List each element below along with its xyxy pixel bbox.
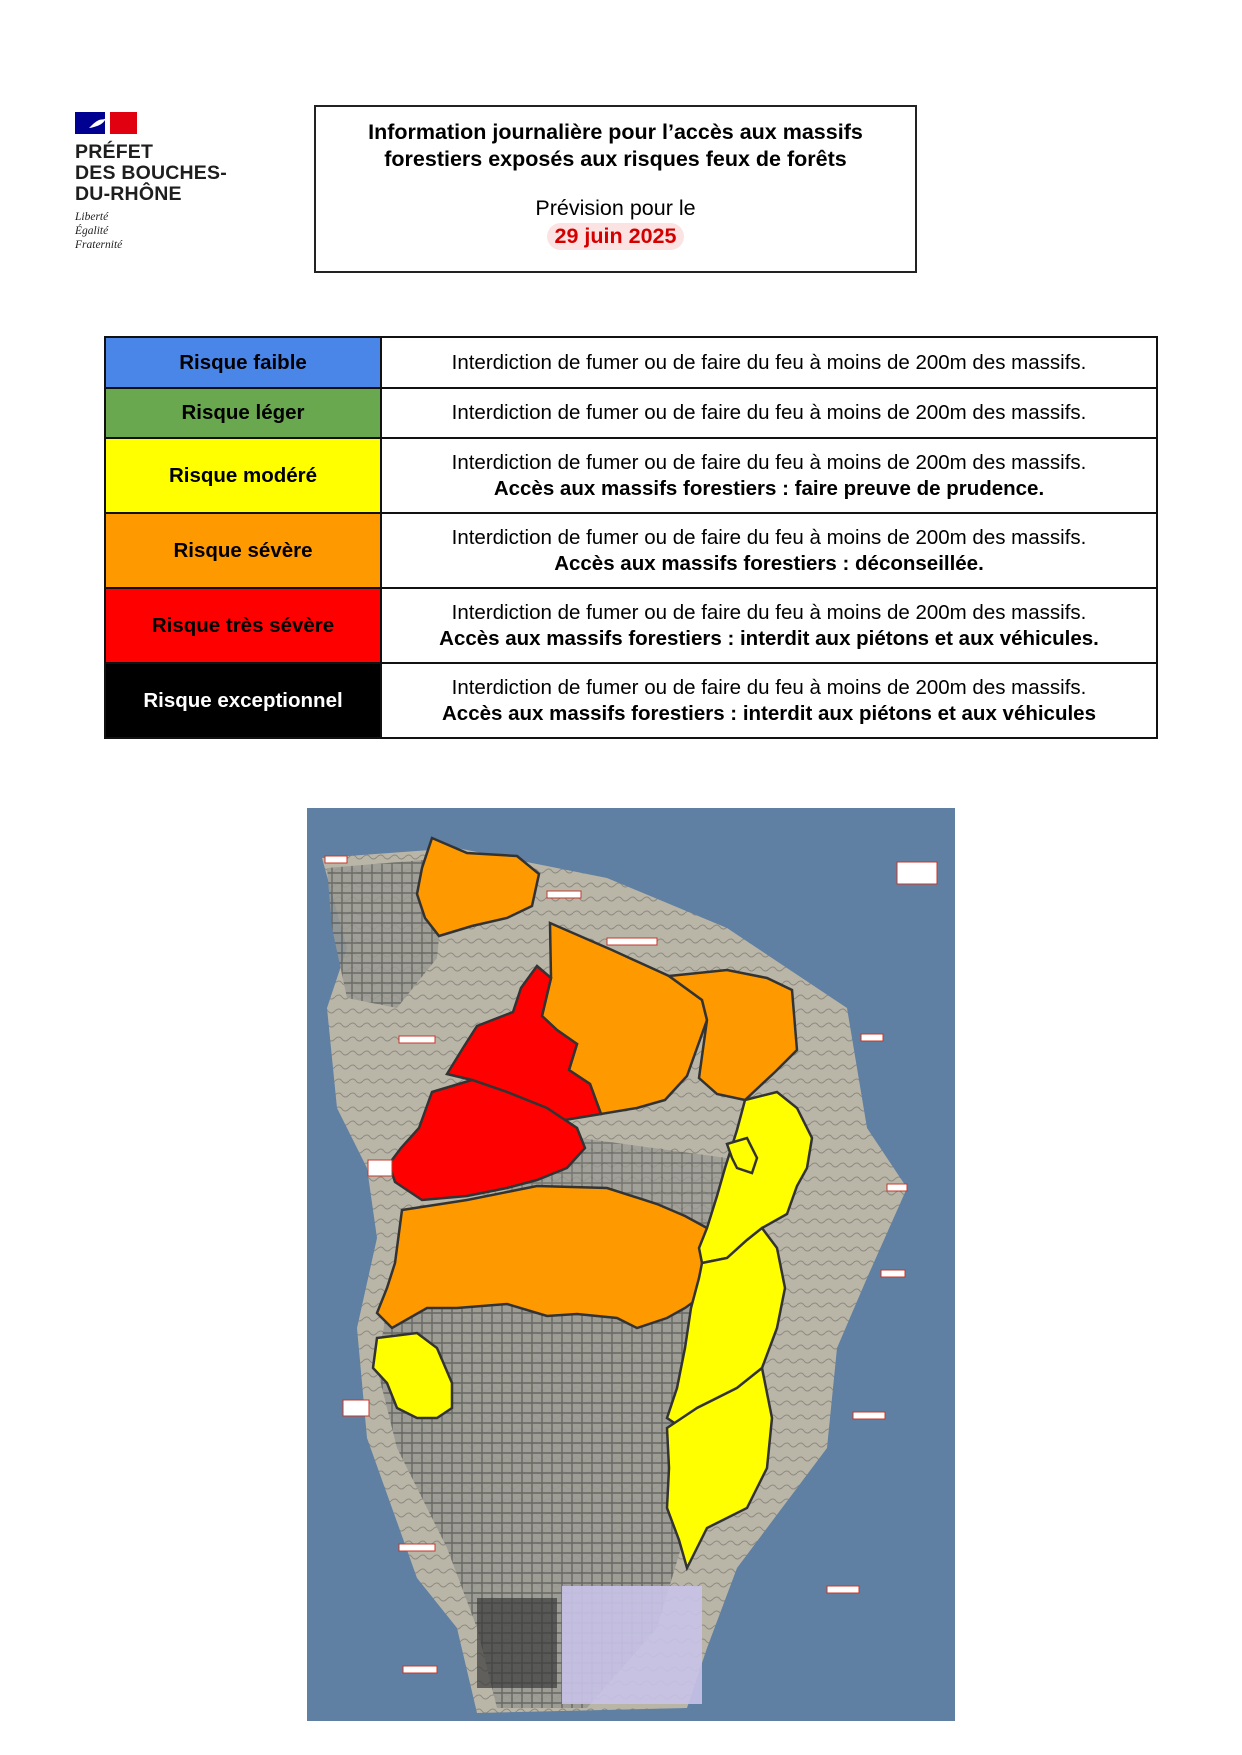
map-place-tag [853, 1412, 885, 1419]
map-place-tag [827, 1586, 859, 1593]
map-place-tag [881, 1270, 905, 1277]
map-place-tag [547, 891, 581, 898]
table-row [105, 438, 1157, 513]
risk-access: Accès aux massifs forestiers : interdit aux piétons et aux véhicules [442, 701, 1096, 725]
forecast-label: Prévision pour le [535, 196, 696, 220]
risk-level-tres-severe: Risque très sévère [105, 588, 381, 663]
risk-level-exceptionnel: Risque exceptionnel [105, 663, 381, 738]
map-place-tag [399, 1544, 435, 1551]
title-line-1: Information journalière pour l’accès aux massifs [368, 120, 863, 144]
map-place-tag [403, 1666, 437, 1673]
map-airport [477, 1598, 557, 1688]
page-title [316, 119, 915, 173]
risk-description [381, 663, 1157, 738]
map-place-tag [343, 1400, 369, 1416]
logo-line-2: DES BOUCHES- [75, 162, 227, 184]
prefecture-logo [75, 112, 275, 252]
map-place-tag [399, 1036, 435, 1043]
motto-egalite: Égalité [75, 225, 109, 237]
risk-level-leger: Risque léger [105, 388, 381, 438]
logo-line-3: DU-RHÔNE [75, 183, 182, 205]
map-place-tag [368, 1160, 392, 1176]
table-row [105, 663, 1157, 738]
risk-level-faible: Risque faible [105, 337, 381, 388]
map-info-box [897, 862, 937, 884]
risk-map [307, 808, 955, 1721]
risk-level-severe: Risque sévère [105, 513, 381, 588]
risk-legend-table [104, 336, 1158, 739]
title-line-2: forestiers exposés aux risques feux de forêts [384, 147, 847, 171]
risk-access: Accès aux massifs forestiers : interdit aux piétons et aux véhicules. [439, 626, 1099, 650]
risk-access: Accès aux massifs forestiers : déconseillée. [554, 551, 984, 575]
risk-description [381, 513, 1157, 588]
risk-text: Interdiction de fumer ou de faire du feu à moins de 200m des massifs. [451, 525, 1087, 549]
risk-description [381, 337, 1157, 388]
zone-center [377, 1186, 707, 1328]
map-port [562, 1586, 702, 1704]
table-row [105, 337, 1157, 388]
map-place-tag [861, 1034, 883, 1041]
logo-line-1: PRÉFET [75, 141, 154, 163]
map-place-tag [887, 1184, 907, 1191]
risk-description [381, 388, 1157, 438]
risk-text: Interdiction de fumer ou de faire du feu à moins de 200m des massifs. [451, 450, 1087, 474]
risk-description [381, 588, 1157, 663]
motto-liberte: Liberté [75, 211, 109, 223]
risk-text: Interdiction de fumer ou de faire du feu à moins de 200m des massifs. [451, 675, 1087, 699]
risk-level-modere: Risque modéré [105, 438, 381, 513]
risk-text: Interdiction de fumer ou de faire du feu à moins de 200m des massifs. [451, 401, 1087, 424]
table-row [105, 588, 1157, 663]
motto-fraternite: Fraternité [75, 239, 123, 251]
map-svg [307, 808, 955, 1721]
marianne-profile-icon [85, 114, 107, 132]
header-box [314, 105, 917, 273]
table-row [105, 388, 1157, 438]
risk-description [381, 438, 1157, 513]
logo-motto [75, 210, 275, 252]
risk-text: Interdiction de fumer ou de faire du feu à moins de 200m des massifs. [451, 600, 1087, 624]
risk-text: Interdiction de fumer ou de faire du feu à moins de 200m des massifs. [451, 350, 1087, 374]
forecast-date: 29 juin 2025 [547, 223, 685, 250]
map-place-tag [325, 856, 347, 863]
risk-access: Accès aux massifs forestiers : faire preuve de prudence. [493, 476, 1045, 500]
table-row [105, 513, 1157, 588]
map-place-tag [607, 938, 657, 945]
marianne-flag-icon [75, 112, 137, 134]
